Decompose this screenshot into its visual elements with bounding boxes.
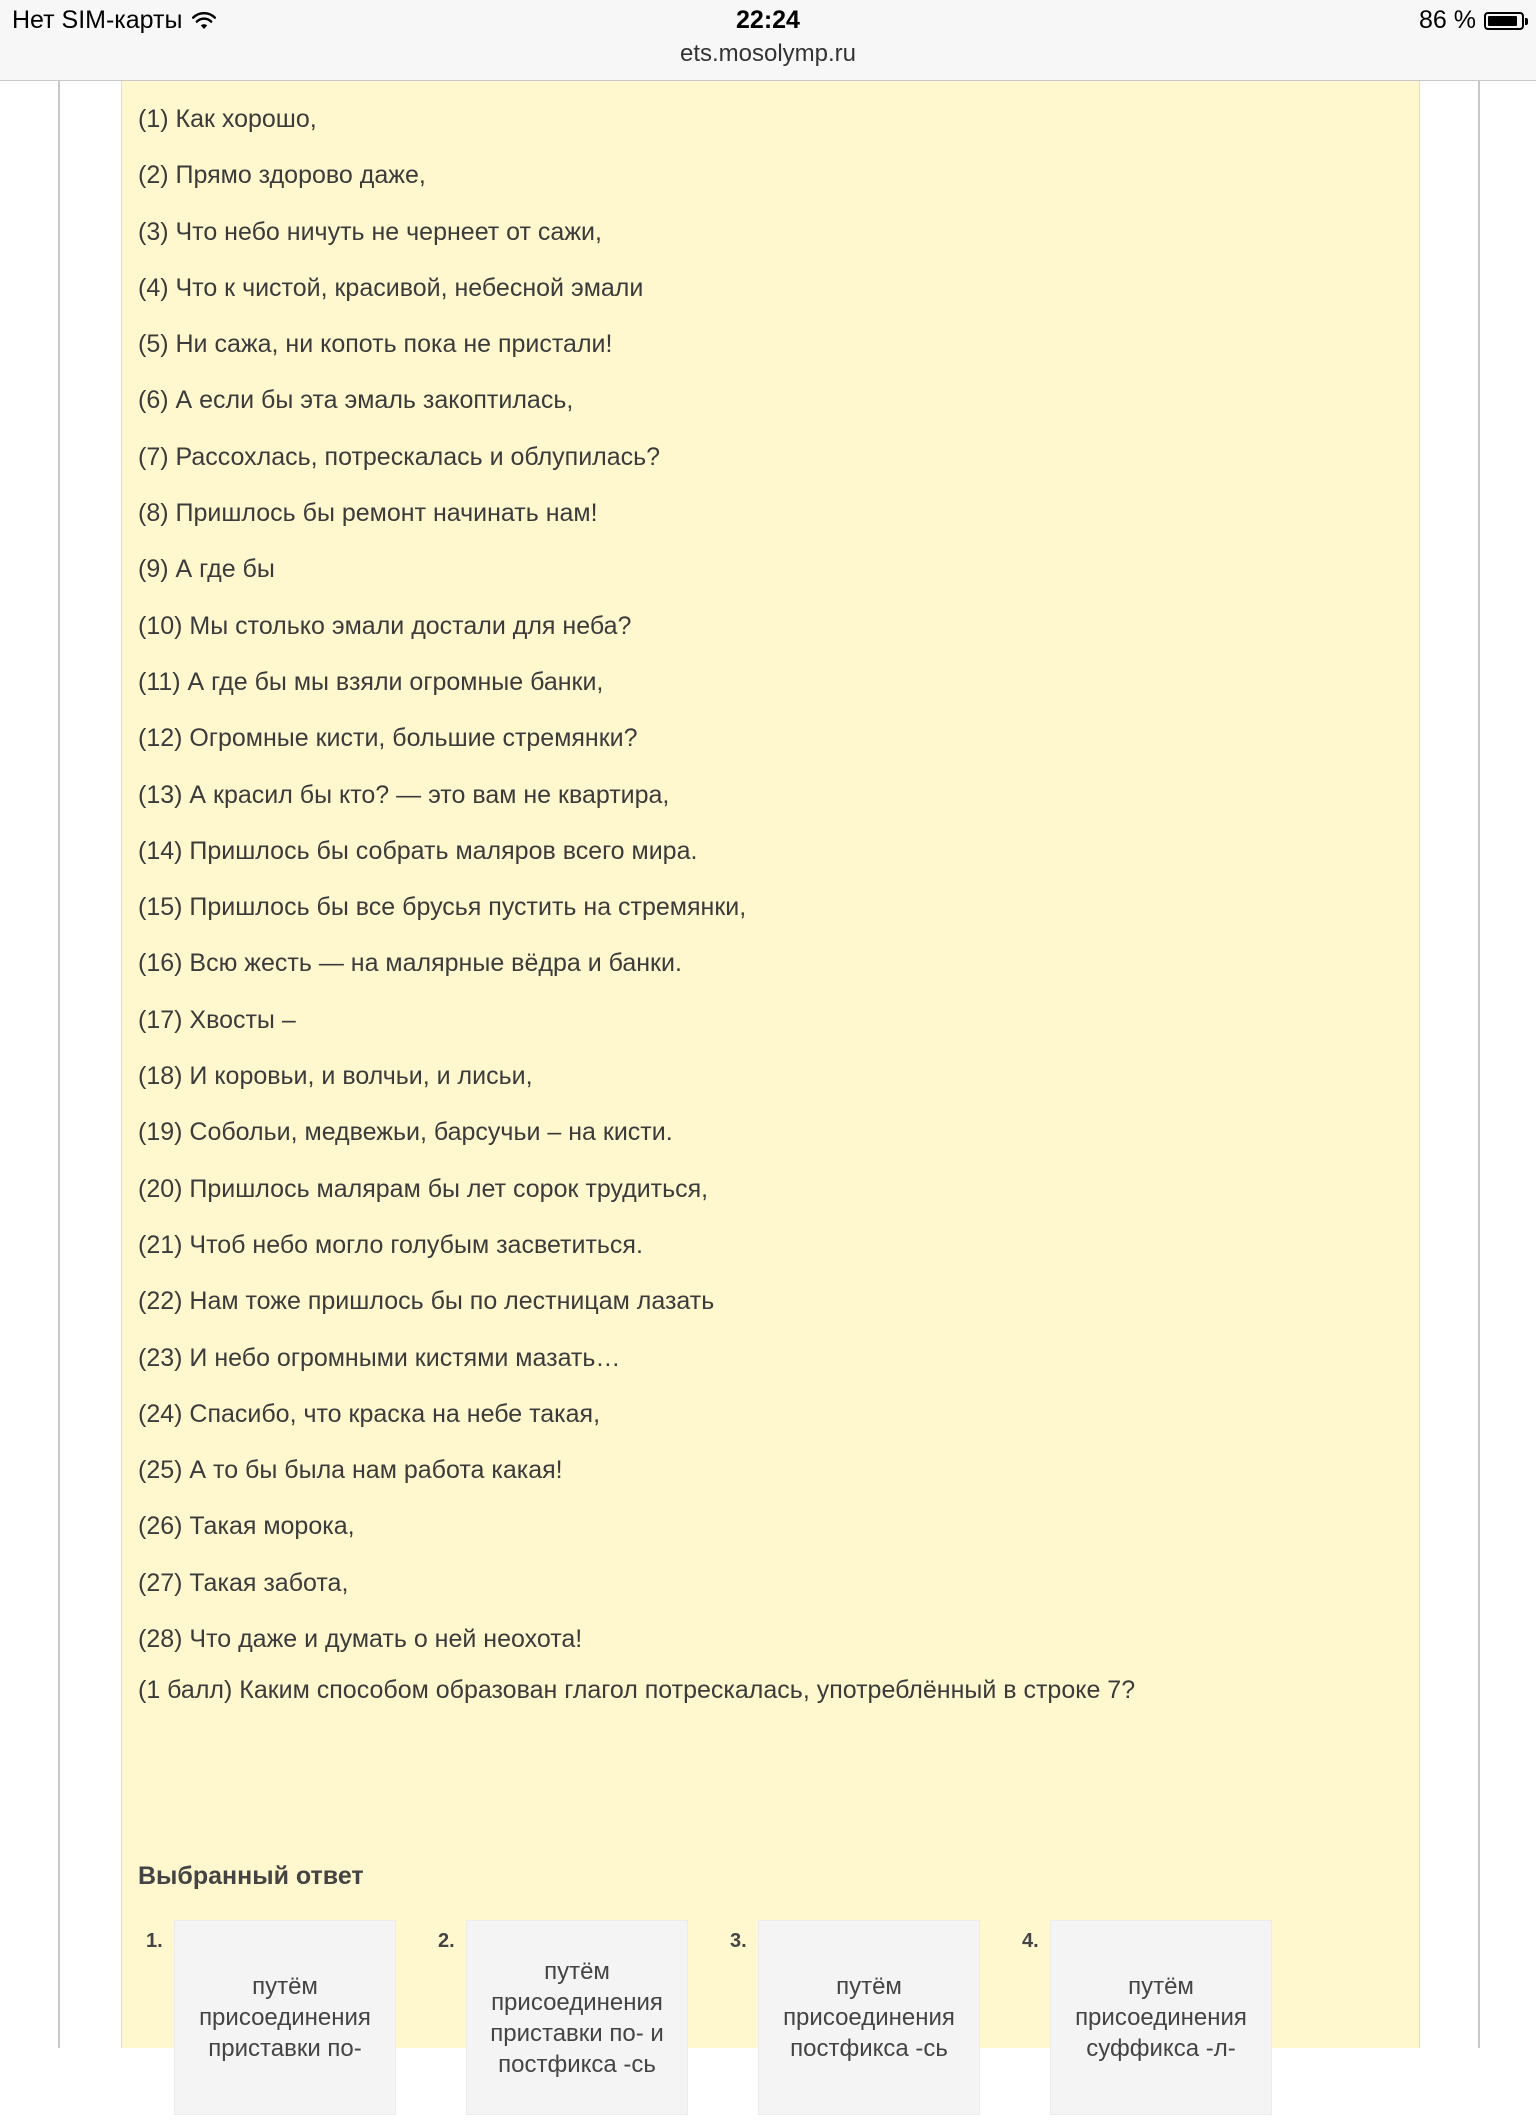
poem-line: (1) Как хорошо,	[138, 105, 317, 133]
option-card[interactable]: путём присоединения постфикса -сь	[758, 1920, 980, 2115]
poem-line: (26) Такая морока,	[138, 1512, 355, 1541]
option-number: 1.	[146, 1930, 163, 1952]
selected-answer-title: Выбранный ответ	[138, 1862, 364, 1890]
question-text: (1 балл) Каким способом образован глагол потрескалась, употреблённый в строке 7?	[138, 1676, 1136, 1704]
poem-line: (12) Огромные кисти, большие стремянки?	[138, 724, 638, 753]
option-number: 4.	[1022, 1930, 1039, 1952]
option-number: 3.	[730, 1930, 747, 1952]
poem-line: (23) И небо огромными кистями мазать…	[138, 1343, 621, 1372]
poem-line: (9) А где бы	[138, 555, 275, 584]
option-card[interactable]: путём присоединения суффикса -л-	[1050, 1920, 1272, 2115]
battery-icon	[1484, 12, 1524, 30]
option-number: 2.	[438, 1930, 455, 1952]
answer-option-4[interactable]	[1022, 1920, 1314, 2120]
poem-line: (6) А если бы эта эмаль закоптилась,	[138, 386, 574, 415]
page-frame	[58, 81, 1480, 2078]
poem-text	[138, 99, 746, 1675]
carrier-label: Нет SIM-карты	[12, 6, 183, 34]
battery-percent: 86 %	[1419, 6, 1476, 34]
status-bar	[0, 0, 1536, 81]
address-bar[interactable]: ets.mosolymp.ru	[679, 40, 857, 67]
poem-line: (7) Рассохлась, потрескалась и облупилась?	[138, 442, 661, 471]
poem-line: (21) Чтоб небо могло голубым засветиться.	[138, 1230, 643, 1259]
answer-option-3[interactable]	[730, 1920, 1022, 2120]
answer-option-1[interactable]	[146, 1920, 438, 2120]
poem-line: (2) Прямо здорово даже,	[138, 161, 426, 190]
poem-line: (24) Спасибо, что краска на небе такая,	[138, 1399, 601, 1428]
poem-line: (14) Пришлось бы собрать маляров всего мира.	[138, 836, 698, 865]
poem-line: (25) А то бы была нам работа какая!	[138, 1456, 563, 1485]
poem-line: (8) Пришлось бы ремонт начинать нам!	[138, 499, 598, 528]
poem-line: (19) Собольи, медвежьи, барсучьи – на кисти.	[138, 1118, 673, 1147]
poem-line: (22) Нам тоже пришлось бы по лестницам лазать	[138, 1287, 715, 1316]
poem-line: (3) Что небо ничуть не чернеет от сажи,	[138, 217, 602, 246]
poem-line: (13) А красил бы кто? — это вам не квартира,	[138, 780, 670, 809]
answer-options	[146, 1920, 1406, 2120]
poem-line: (4) Что к чистой, красивой, небесной эмали	[138, 273, 644, 302]
poem-line: (17) Хвосты –	[138, 1005, 296, 1034]
battery-indicator	[1419, 6, 1524, 35]
question-panel	[121, 81, 1420, 2078]
poem-line: (5) Ни сажа, ни копоть пока не пристали!	[138, 330, 613, 359]
poem-line: (27) Такая забота,	[138, 1568, 349, 1597]
poem-line: (18) И коровьи, и волчьи, и лисьи,	[138, 1062, 533, 1091]
poem-line: (20) Пришлось малярам бы лет сорок трудиться,	[138, 1174, 709, 1203]
option-card[interactable]: путём присоединения приставки по-	[174, 1920, 396, 2115]
answer-option-2[interactable]	[438, 1920, 730, 2120]
poem-line: (28) Что даже и думать о ней неохота!	[138, 1625, 583, 1654]
poem-line: (16) Всю жесть — на малярные вёдра и банки.	[138, 949, 682, 978]
poem-line: (11) А где бы мы взяли огромные банки,	[138, 667, 604, 696]
clock: 22:24	[736, 6, 800, 34]
poem-line: (10) Мы столько эмали достали для неба?	[138, 611, 632, 640]
option-card[interactable]: путём присоединения приставки по- и постфикса -сь	[466, 1920, 688, 2115]
poem-line: (15) Пришлось бы все брусья пустить на стремянки,	[138, 893, 747, 922]
